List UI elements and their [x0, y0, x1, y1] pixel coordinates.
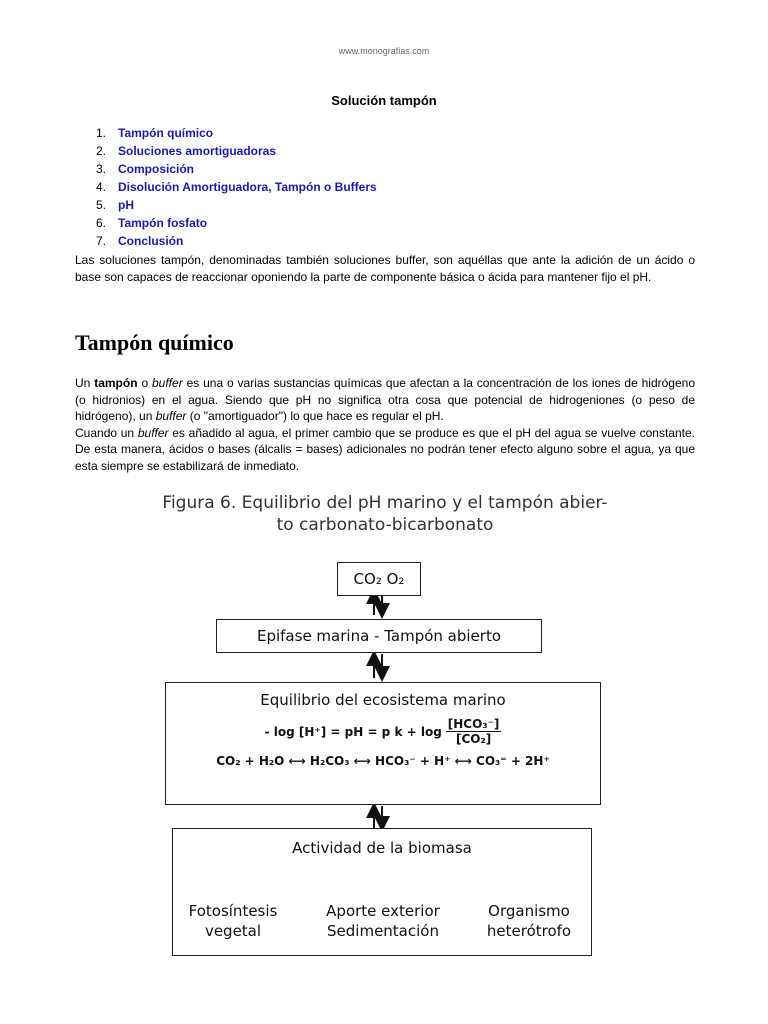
- toc-link-tampon-quimico[interactable]: Tampón químico: [118, 126, 214, 140]
- epifase-box: Epifase marina - Tampón abierto: [216, 619, 542, 653]
- toc-item: 4. Disolución Amortiguadora, Tampón o Buffers: [96, 180, 377, 194]
- buffer-definition-paragraph: Un tampón o buffer es una o varias sustancias químicas que afectan a la concentración de los iones de hidrógeno (o hidronios) en el agua. Siendo que pH no significa otra cosa que potencial de hidrogeniones (o peso de hidrógeno), un buffer (o "amortiguador") lo que hace es regular el pH. Cuando un buffer es añadido al agua, el primer cambio que se produce es que el pH del agua se vuelve constante. De esta manera, ácidos o bases (álcalis = bases) adicionales no podrán tener efecto alguno sobre el agua, ya que esta siempre se estabilizará de inmediato.: [75, 376, 695, 473]
- toc-link-ph[interactable]: pH: [118, 198, 134, 212]
- biomasa-title: Actividad de la biomasa: [292, 839, 472, 857]
- arrow-equilibrio-biomasa: [374, 806, 382, 828]
- toc-link-tampon-fosfato[interactable]: Tampón fosfato: [118, 216, 208, 230]
- aporte-exterior-label: Aporte exterior Sedimentación: [326, 902, 440, 940]
- table-of-contents: [96, 125, 377, 251]
- carbonate-equilibrium-equation: CO₂ + H₂O ⟷ H₂CO₃ ⟷ HCO₃⁻ + H⁺ ⟷ CO₃⁼ + 2H⁺: [216, 754, 550, 768]
- toc-item: 5. pH: [96, 198, 134, 212]
- document-title: Solución tampón: [331, 93, 437, 108]
- henderson-equation: - log [H⁺] = pH = p k + log [HCO₃⁻] [CO₂]: [264, 717, 500, 746]
- section-heading: Tampón químico: [75, 330, 234, 355]
- biomasa-box: [172, 828, 592, 956]
- toc-item: 6. Tampón fosfato: [96, 216, 208, 230]
- toc-item: 2. Soluciones amortiguadoras: [96, 144, 277, 158]
- toc-link-conclusion[interactable]: Conclusión: [118, 234, 184, 248]
- toc-item: 3. Composición: [96, 162, 195, 176]
- intro-paragraph: Las soluciones tampón, denominadas también soluciones buffer, son aquéllas que ante la adición de un ácido o base son capaces de reaccionar oponiendo la parte de componente básica o ácida para mantener fijo el pH.: [75, 253, 695, 284]
- site-url: www.monografias.com: [338, 46, 430, 56]
- toc-link-soluciones-amortiguadoras[interactable]: Soluciones amortiguadoras: [118, 144, 277, 158]
- log-fraction: [HCO₃⁻] [CO₂]: [447, 717, 500, 746]
- gases-box: CO₂ O₂: [337, 562, 421, 596]
- toc-item: 1. Tampón químico: [96, 126, 214, 140]
- toc-link-disolucion[interactable]: Disolución Amortiguadora, Tampón o Buffers: [118, 180, 377, 194]
- toc-item: 7. Conclusión: [96, 234, 184, 248]
- figure-ph-equilibrium: [150, 492, 620, 967]
- toc-link-composicion[interactable]: Composición: [118, 162, 195, 176]
- equilibrio-box: [165, 682, 601, 805]
- figure-title: Figura 6. Equilibrio del pH marino y el tampón abier- to carbonato-bicarbonato: [162, 493, 608, 535]
- organismo-label: Organismo heterótrofo: [486, 902, 572, 940]
- equilibrio-title: Equilibrio del ecosistema marino: [260, 691, 506, 709]
- arrow-epifase-equilibrio: [374, 654, 382, 678]
- fotosintesis-label: Fotosíntesis vegetal: [188, 902, 278, 940]
